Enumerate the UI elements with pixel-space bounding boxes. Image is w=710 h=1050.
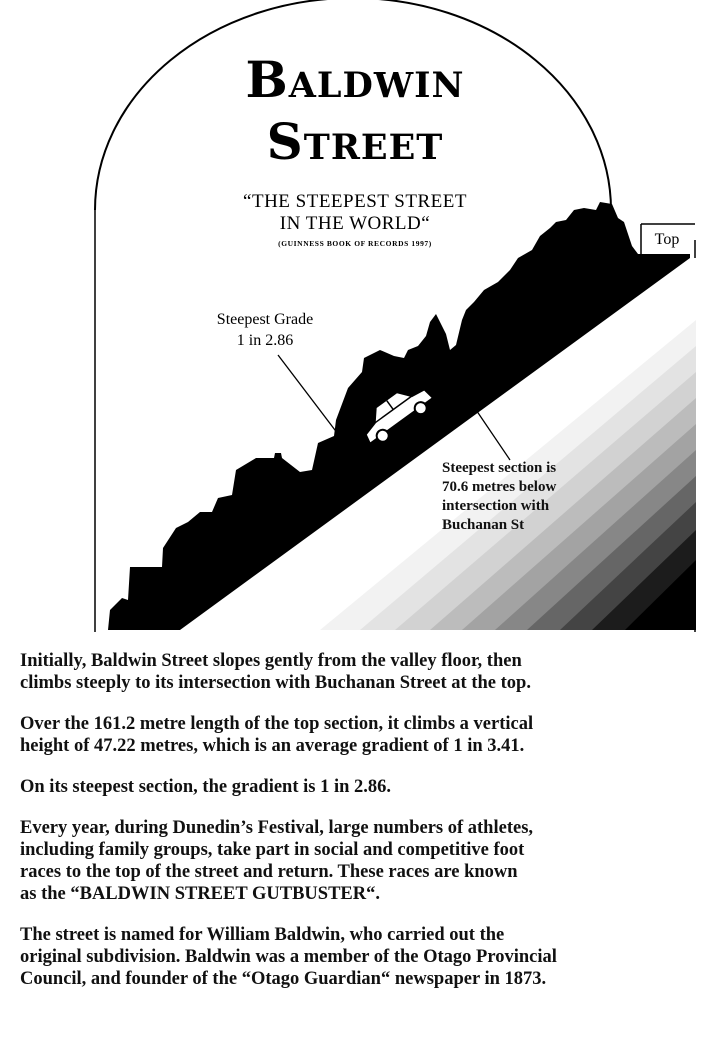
paragraph-gutbuster — [20, 817, 700, 905]
grade-leader-line — [278, 355, 338, 434]
text-line: original subdivision. Baldwin was a member of the Otago Provincial — [20, 947, 557, 967]
top-label: Top — [654, 231, 680, 248]
grade-label-line1: Steepest Grade — [216, 311, 314, 328]
description-text — [20, 650, 700, 1009]
text-line: including family groups, take part in social and competitive foot — [20, 840, 525, 860]
section-label-line: Buchanan St — [442, 517, 525, 533]
text-line: races to the top of the street and return. These races are known — [20, 862, 518, 882]
text-line: The street is named for William Baldwin, who carried out the — [20, 925, 505, 945]
sign-subtitle-line2: IN THE WORLD“ — [279, 213, 431, 234]
paragraph-top-section — [20, 713, 700, 757]
section-label-line: intersection with — [442, 498, 550, 514]
text-line: Initially, Baldwin Street slopes gently from the valley floor, then — [20, 651, 522, 671]
text-line: as the “BALDWIN STREET GUTBUSTER“. — [20, 884, 380, 904]
record-citation: (GUINNESS BOOK OF RECORDS 1997) — [278, 239, 432, 248]
steepest-section-label — [442, 459, 602, 535]
sign-subtitle-line1: “THE STEEPEST STREET — [243, 191, 467, 212]
text-line: Every year, during Dunedin’s Festival, large numbers of athletes, — [20, 818, 534, 838]
text-line: height of 47.22 metres, which is an average gradient of 1 in 3.41. — [20, 736, 525, 756]
text-line: climbs steeply to its intersection with Buchanan Street at the top. — [20, 673, 531, 693]
paragraph-steepest — [20, 776, 700, 798]
steepest-grade-label — [195, 309, 335, 351]
grade-label-line2: 1 in 2.86 — [236, 332, 294, 349]
text-line: On its steepest section, the gradient is 1 in 2.86. — [20, 777, 392, 797]
text-line: Over the 161.2 metre length of the top section, it climbs a vertical — [20, 714, 534, 734]
text-line: Council, and founder of the “Otago Guardian“ newspaper in 1873. — [20, 969, 547, 989]
sign-title-line1: Baldwin — [245, 50, 465, 109]
section-label-line: 70.6 metres below — [442, 479, 557, 495]
sign-title-line2: Street — [266, 112, 444, 171]
paragraph-intro — [20, 650, 700, 694]
section-label-line: Steepest section is — [442, 460, 557, 476]
paragraph-history — [20, 924, 700, 990]
